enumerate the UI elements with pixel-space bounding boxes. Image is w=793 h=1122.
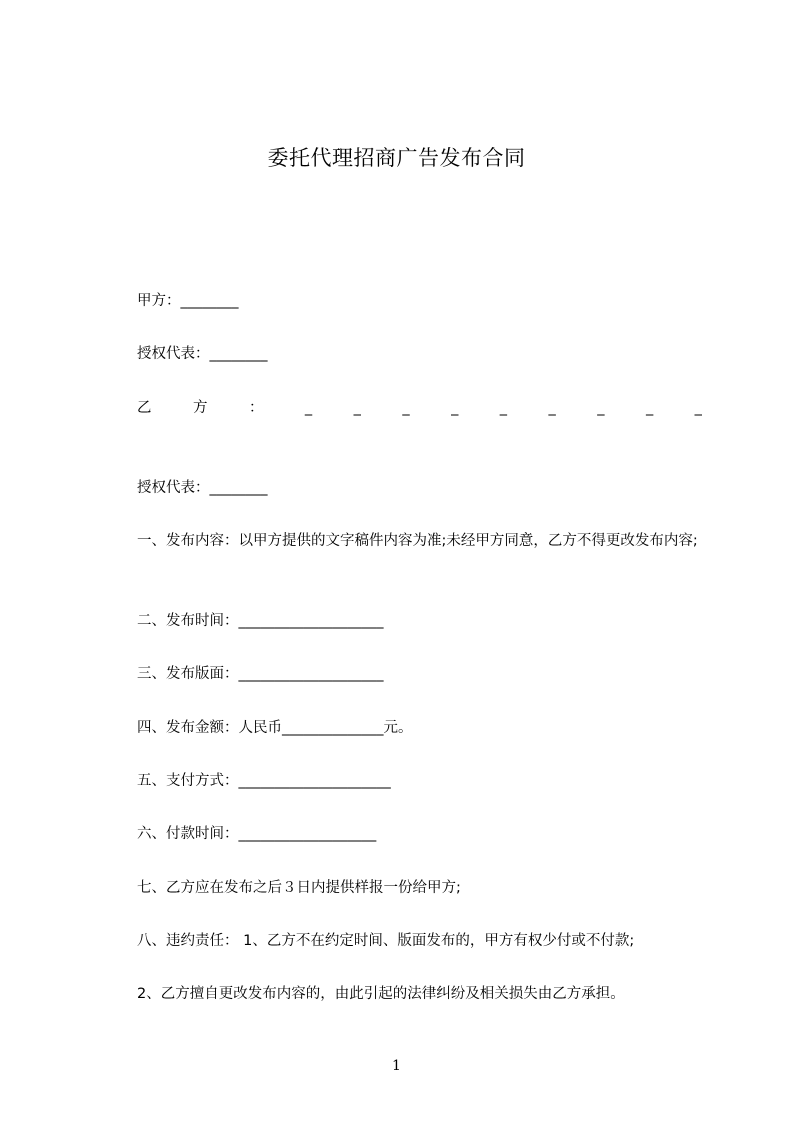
clause-1-content: 一、发布内容：以甲方提供的文字稿件内容为准;未经甲方同意，乙方不得更改发布内容; bbox=[137, 533, 698, 549]
party-b-blank: _ bbox=[694, 400, 702, 416]
party-b-char: 乙 bbox=[137, 400, 152, 416]
party-a-line: 甲方：________ bbox=[137, 293, 239, 309]
party-b-char: 方 bbox=[192, 400, 208, 416]
party-b-blank: _ bbox=[353, 400, 361, 416]
party-b-blank: _ bbox=[304, 400, 313, 416]
party-b-blank: _ bbox=[597, 400, 605, 416]
clause-6-payment-time: 六、付款时间：___________________ bbox=[137, 826, 377, 842]
clause-4-amount: 四、发布金额：人民币______________元。 bbox=[137, 720, 413, 736]
party-b-char: ： bbox=[248, 400, 264, 416]
clause-5-payment-method: 五、支付方式：_____________________ bbox=[137, 773, 391, 789]
clause-3-layout: 三、发布版面：____________________ bbox=[137, 666, 384, 682]
clause-2-publish-time: 二、发布时间：____________________ bbox=[137, 613, 384, 629]
clause-7-sample: 七、乙方应在发布之后３日内提供样报一份给甲方; bbox=[137, 880, 461, 896]
party-b-blank: _ bbox=[402, 400, 410, 416]
clause-8-liability: 八、违约责任： 1、乙方不在约定时间、版面发布的，甲方有权少付或不付款; bbox=[137, 933, 635, 949]
party-b-blank: _ bbox=[451, 400, 459, 416]
clause-8-item-2: 2、乙方擅自更改发布内容的，由此引起的法律纠纷及相关损失由乙方承担。 bbox=[137, 986, 625, 1002]
party-b-blank: _ bbox=[548, 400, 556, 416]
party-a-representative-line: 授权代表：________ bbox=[137, 346, 268, 362]
party-b-representative-line: 授权代表：________ bbox=[137, 480, 268, 496]
party-b-blank: _ bbox=[645, 400, 654, 416]
page-number: 1 bbox=[392, 1058, 401, 1074]
document-title: 委托代理招商广告发布合同 bbox=[267, 146, 526, 170]
party-b-line bbox=[137, 398, 702, 418]
party-b-blank: _ bbox=[499, 400, 508, 416]
